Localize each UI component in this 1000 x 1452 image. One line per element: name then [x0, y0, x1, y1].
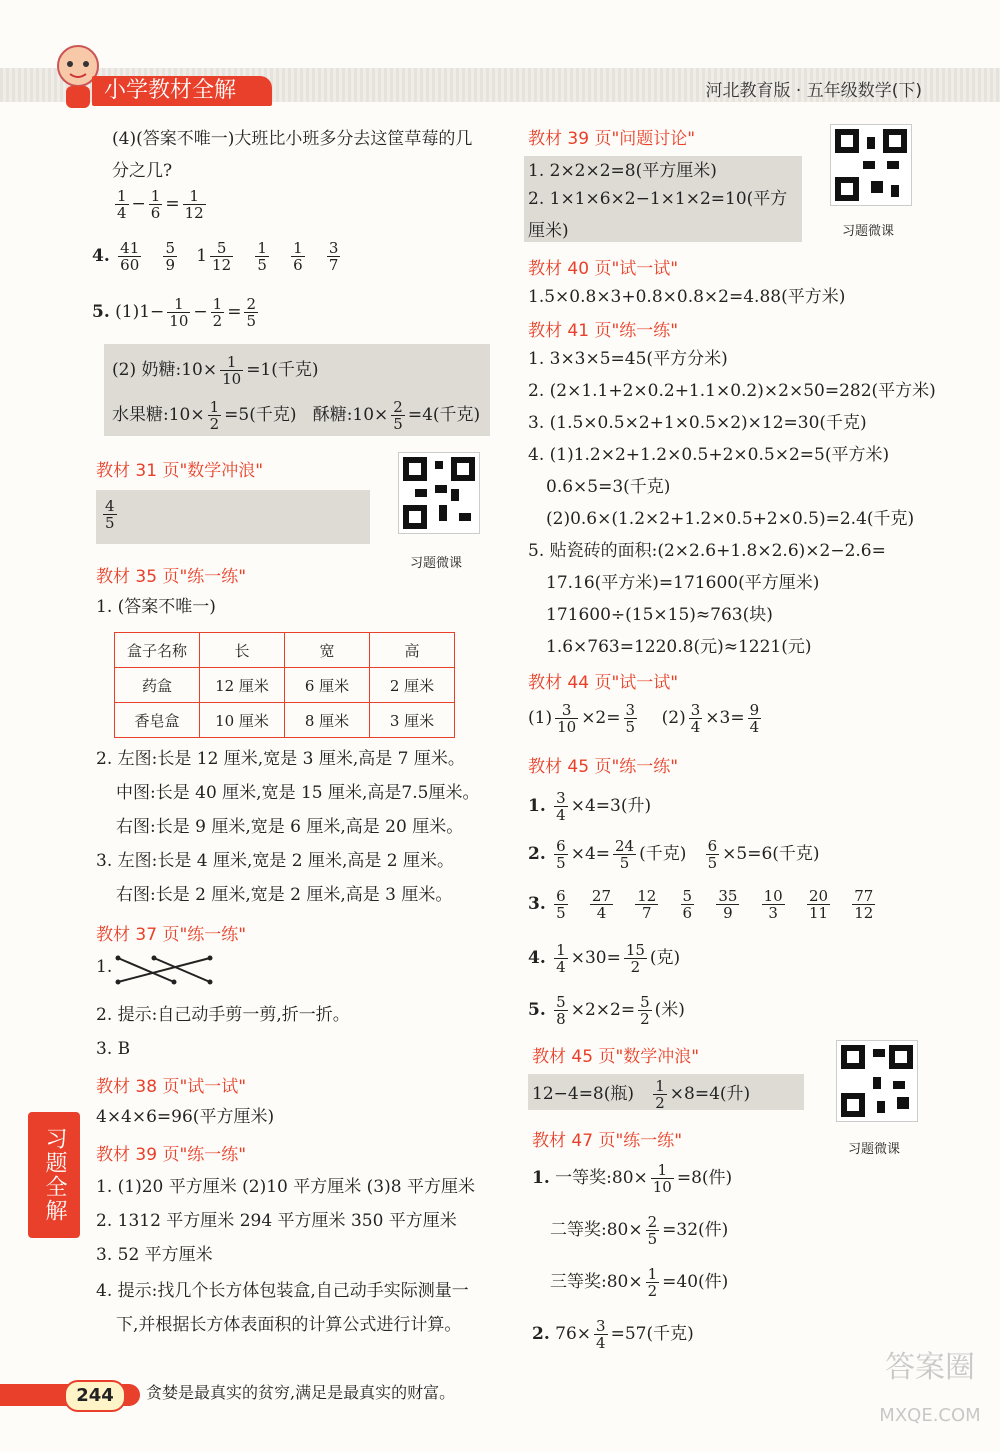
text-line: 1. 2×2×2=8(平方厘米): [528, 161, 717, 181]
watermark-line: MXQE.COM: [879, 1405, 981, 1426]
text-line: 1.5×0.8×3+0.8×0.8×2=4.88(平方米): [528, 287, 846, 307]
publisher-grade: 河北教育版 · 五年级数学(下): [705, 81, 922, 101]
qr-code-icon[interactable]: [398, 452, 480, 534]
text-line: 2. (2×1.1+2×0.2+1.1×0.2)×2×50=282(平方米): [528, 381, 936, 401]
text-line: 1. 3×3×5=45(平方分米): [528, 349, 728, 369]
answer-4: 4. $\frac{41}{60}$ $\frac{5}{9}$ 1 $\frac{5}{12}$ $\frac{1}{5}$ $\frac{1}{6}$ $\frac{3}{7}$: [92, 239, 339, 274]
table-header: 盒子名称: [115, 633, 200, 668]
text-line: 1.6×763=1220.8(元)≈1221(元): [546, 637, 812, 657]
text-line: 右图:长是 2 厘米,宽是 2 厘米,高是 3 厘米。: [116, 885, 453, 905]
text-line: 2. 1312 平方厘米 294 平方厘米 350 平方厘米: [96, 1211, 457, 1231]
qr-code-icon[interactable]: [836, 1040, 918, 1122]
section-heading: 教材 39 页"练一练": [96, 1145, 247, 1165]
equation: 3. $\frac{6}{5}$ $\frac{27}{4}$ $\frac{12}{7}$ $\frac{5}{6}$ $\frac{35}{9}$ $\frac{10}{3}$ $\frac{20}{11}$ $\frac{77}{12}$: [528, 887, 874, 922]
table-cell: 药盒: [115, 668, 200, 703]
shaded-block: 12−4=8(瓶) $\frac{1}{2}$ ×8=4(升): [528, 1074, 804, 1110]
equation: 1. $\frac{3}{4}$ ×4=3(升): [528, 789, 652, 824]
text-line: 171600÷(15×15)≈763(块): [546, 605, 773, 625]
text-line: 2. 提示:自己动手剪一剪,折一折。: [96, 1005, 350, 1025]
text-line: 下,并根据长方体表面积的计算公式进行计算。: [116, 1315, 462, 1335]
text-line: 0.6×5=3(千克): [546, 477, 671, 497]
equation: 三等奖:80× $\frac{1}{2}$ =40(件): [550, 1265, 729, 1300]
text-line: 右图:长是 9 厘米,宽是 6 厘米,高是 20 厘米。: [116, 817, 464, 837]
text-line: 2. 1×1×6×2−1×1×2=10(平方: [528, 189, 788, 209]
table-cell: 8 厘米: [285, 703, 370, 738]
table-header: 宽: [285, 633, 370, 668]
text-line: 1. (答案不唯一): [96, 597, 216, 617]
text-line: 1. (1)20 平方厘米 (2)10 平方厘米 (3)8 平方厘米: [96, 1177, 475, 1197]
section-heading: 教材 31 页"数学冲浪": [96, 461, 264, 481]
table-cell: 香皂盒: [115, 703, 200, 738]
table-header: 长: [200, 633, 285, 668]
watermark-line: 答案圈: [885, 1350, 975, 1385]
section-heading: 教材 41 页"练一练": [528, 321, 679, 341]
page-number: 244: [64, 1380, 126, 1412]
equation: 2. $\frac{6}{5}$ ×4= $\frac{24}{5}$ (千克) $\frac{6}{5}$ ×5=6(千克): [528, 837, 820, 872]
book-title: 小学教材全解: [92, 76, 272, 106]
text-line: (2)0.6×(1.2×2+1.2×0.5+2×0.5)=2.4(千克): [546, 509, 915, 529]
text-line: 17.16(平方米)=171600(平方厘米): [546, 573, 820, 593]
text-line: 中图:长是 40 厘米,宽是 15 厘米,高是7.5厘米。: [116, 783, 480, 803]
table-cell: 12 厘米: [200, 668, 285, 703]
text-line: 4. (1)1.2×2+1.2×0.5+2×0.5×2=5(平方米): [528, 445, 890, 465]
table-cell: 10 厘米: [200, 703, 285, 738]
text-line: 4×4×6=96(平方厘米): [96, 1107, 275, 1127]
qr-code-icon[interactable]: [830, 124, 912, 206]
section-heading: 教材 47 页"练一练": [532, 1131, 683, 1151]
side-tab: 习题全解: [28, 1112, 80, 1238]
table-cell: 6 厘米: [285, 668, 370, 703]
answer-5: 5. (1)1− $\frac{1}{10}$ − $\frac{1}{2}$ = $\frac{2}{5}$: [92, 295, 256, 330]
shaded-block: (2) 奶糖:10× $\frac{1}{10}$ =1(千克) 水果糖:10× $\frac{1}{2}$ =5(千克) 酥糖:10× $\frac{2}{5}$ =4(千克): [104, 344, 490, 436]
qr-caption: 习题微课: [848, 1142, 901, 1157]
text-line: 3. 52 平方厘米: [96, 1245, 213, 1265]
text-line: 1.: [96, 957, 113, 977]
text-line: 厘米): [528, 221, 569, 241]
matching-lines-icon: [114, 952, 214, 988]
section-heading: 教材 37 页"练一练": [96, 925, 247, 945]
text-line: 3. B: [96, 1039, 131, 1059]
table-row: [115, 668, 455, 703]
qr-caption: 习题微课: [410, 556, 463, 571]
text-line: 4. 提示:找几个长方体包装盒,自己动手实际测量一: [96, 1281, 469, 1301]
section-heading: 教材 35 页"练一练": [96, 567, 247, 587]
motto: 贪婪是最真实的贫穷,满足是最真实的财富。: [146, 1383, 456, 1402]
table-header: 高: [370, 633, 455, 668]
text-line: 5. 贴瓷砖的面积:(2×2.6+1.8×2.6)×2−2.6=: [528, 541, 886, 561]
section-heading: 教材 39 页"问题讨论": [528, 129, 696, 149]
equation: $\frac{1}{4}$ − $\frac{1}{6}$ = $\frac{1}{12}$: [117, 187, 204, 222]
equation: 5. $\frac{5}{8}$ ×2×2= $\frac{5}{2}$ (米): [528, 993, 685, 1028]
table-cell: 2 厘米: [370, 668, 455, 703]
equation: (1) $\frac{3}{10}$ ×2= $\frac{3}{5}$ (2) $\frac{3}{4}$ ×3= $\frac{9}{4}$: [528, 701, 760, 736]
section-heading: 教材 45 页"数学冲浪": [532, 1047, 700, 1067]
watermark: [870, 1344, 990, 1444]
equation: 1. 一等奖:80× $\frac{1}{10}$ =8(件): [532, 1161, 733, 1196]
text-line: 2. 左图:长是 12 厘米,宽是 3 厘米,高是 7 厘米。: [96, 749, 465, 769]
table-row: [115, 703, 455, 738]
equation: 4. $\frac{1}{4}$ ×30= $\frac{15}{2}$ (克): [528, 941, 681, 976]
shaded-block: $\frac{4}{5}$: [96, 490, 370, 544]
table-cell: 3 厘米: [370, 703, 455, 738]
text-line: 3. 左图:长是 4 厘米,宽是 2 厘米,高是 2 厘米。: [96, 851, 455, 871]
box-table: [114, 632, 455, 738]
text-line: 分之几?: [112, 161, 173, 181]
section-heading: 教材 38 页"试一试": [96, 1077, 247, 1097]
text-line: 3. (1.5×0.5×2+1×0.5×2)×12=30(千克): [528, 413, 867, 433]
section-heading: 教材 45 页"练一练": [528, 757, 679, 777]
text-line: (4)(答案不唯一)大班比小班多分去这筐草莓的几: [112, 129, 473, 149]
equation: 2. 76× $\frac{3}{4}$ =57(千克): [532, 1317, 694, 1352]
equation: 二等奖:80× $\frac{2}{5}$ =32(件): [550, 1213, 729, 1248]
qr-caption: 习题微课: [842, 224, 895, 239]
section-heading: 教材 44 页"试一试": [528, 673, 679, 693]
section-heading: 教材 40 页"试一试": [528, 259, 679, 279]
